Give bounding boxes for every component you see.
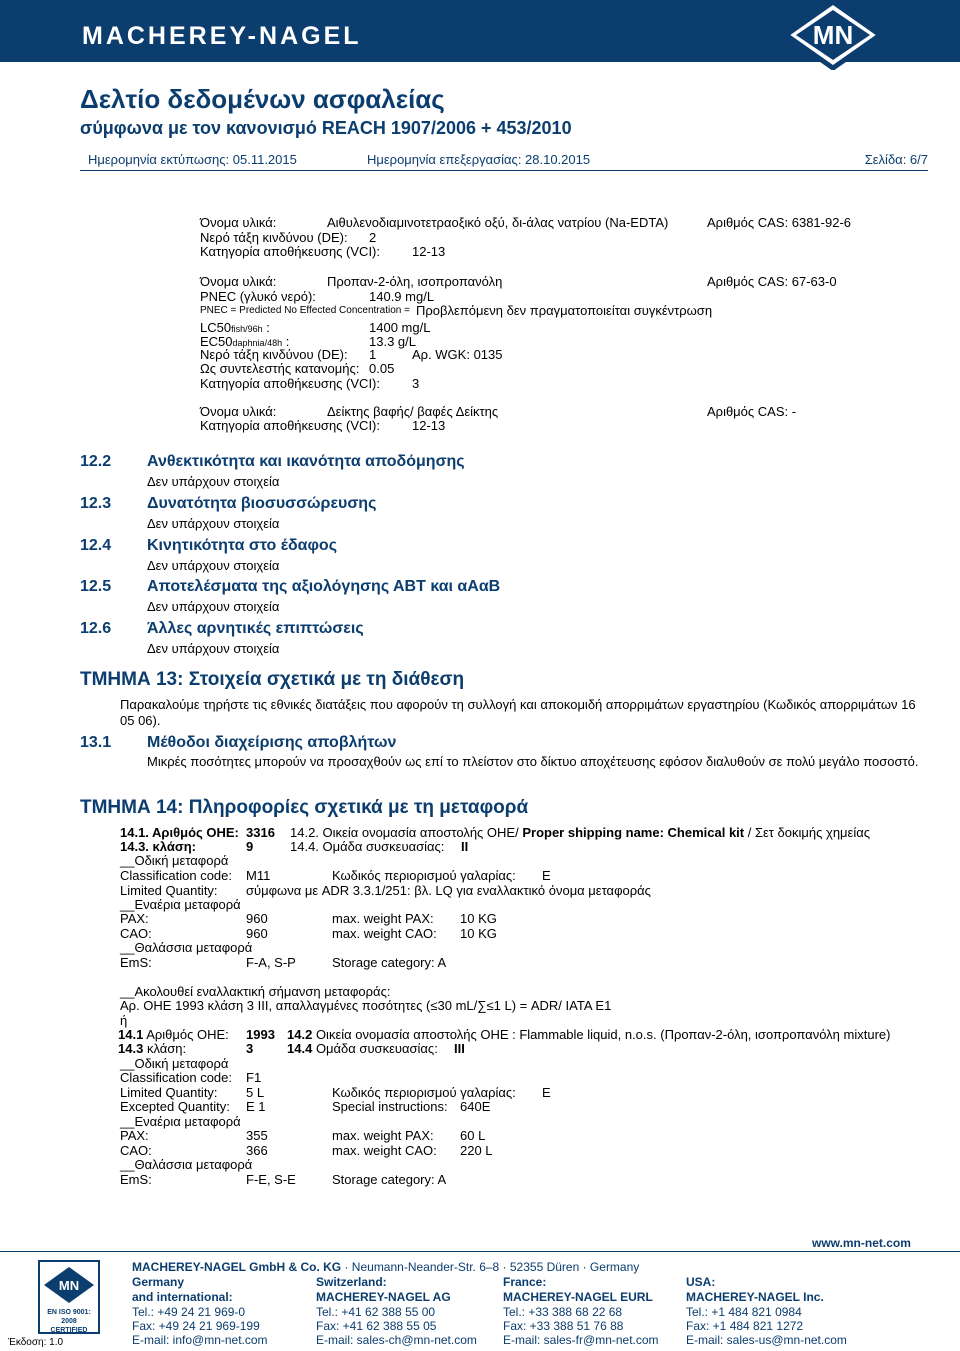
subsection-number: 12.6: [80, 620, 112, 637]
footer-tel: Tel.: +49 24 21 969-0: [132, 1305, 246, 1319]
storage-category: Storage category: A: [332, 955, 447, 970]
un-number-label: 14.1. Αριθμός ΟΗΕ:: [120, 825, 239, 840]
alt-class-row: 14.3 κλάση:: [118, 1041, 187, 1056]
footer-email[interactable]: E-mail: sales-us@mn-net.com: [686, 1333, 847, 1347]
ems-value: F-A, S-P: [246, 955, 296, 970]
subsection-title: Άλλες αρνητικές επιπτώσεις: [147, 620, 364, 637]
sea-transport: __Θαλάσσια μεταφορά: [120, 940, 253, 955]
section-13-title: ΤΜΗΜΑ 13: Στοιχεία σχετικά με τη διάθεση: [80, 669, 465, 690]
s3-name: Δείκτης βαφής/ βαφές Δείκτης: [327, 404, 499, 419]
alt-shipping-name: 14.2 Οικεία ονομασία αποστολής ΟΗΕ : Flammable liquid, n.o.s. (Προπαν-2-όλη, ισοπροπανόλη mixture): [287, 1027, 891, 1042]
alt-lq-label: Limited Quantity:: [120, 1085, 218, 1100]
alt-cao-weight: 220 L: [460, 1143, 493, 1158]
s3-name-label: Όνομα υλικά:: [200, 404, 277, 419]
s2-name: Προπαν-2-όλη, ισοπροπανόλη: [327, 274, 503, 289]
ems-label: EmS:: [120, 955, 152, 970]
subsection-number: 13.1: [80, 734, 112, 751]
cao-weight-label: max. weight CAO:: [332, 926, 437, 941]
dates-row: [80, 152, 928, 170]
s2-lc50: LC50fish/96h :: [200, 320, 270, 335]
s2-water-label: Νερό τάξη κινδύνου (DE):: [200, 347, 348, 362]
alt-marking: __Ακολουθεί εναλλακτική σήμανση μεταφοράς:: [120, 984, 391, 999]
footer-email[interactable]: E-mail: sales-ch@mn-net.com: [316, 1333, 477, 1347]
footer-col-subheading: MACHEREY-NAGEL AG: [316, 1290, 451, 1304]
s1-water-label: Νερό τάξη κινδύνου (DE):: [200, 230, 348, 245]
subsection-number: 12.2: [80, 453, 112, 470]
limited-quantity: σύμφωνα με ADR 3.3.1/251: βλ. LQ για εναλλακτικό όνομα μεταφοράς: [246, 883, 651, 898]
cert-text: EN ISO 9001: 2008 CERTIFIED: [47, 1309, 91, 1334]
website-link[interactable]: www.mn-net.com: [812, 1236, 911, 1250]
cao-label: CAO:: [120, 926, 152, 941]
header-divider: [80, 170, 928, 171]
s2-pnec-def: PNEC = Predicted No Effected Concentration =: [200, 305, 410, 316]
footer-col-subheading: and international:: [132, 1290, 233, 1304]
footer-divider: [0, 1251, 960, 1252]
packing-group-label: 14.4. Ομάδα συσκευασίας:: [290, 839, 445, 854]
footer-email[interactable]: E-mail: info@mn-net.com: [132, 1333, 268, 1347]
cao-value: 960: [246, 926, 268, 941]
footer-col-subheading: MACHEREY-NAGEL Inc.: [686, 1290, 824, 1304]
s2-ec50-value: 13.3 g/L: [369, 334, 416, 349]
un-number: 3316: [246, 825, 275, 840]
alt-storage-category: Storage category: A: [332, 1172, 447, 1187]
s2-cas: Αριθμός CAS: 67-63-0: [707, 274, 837, 289]
alt-pax-weight: 60 L: [460, 1128, 486, 1143]
s2-storage: 3: [412, 376, 420, 391]
alt-tunnel-label: Κωδικός περιορισμού γαλαρίας:: [332, 1085, 516, 1100]
shipping-name: 14.2. Οικεία ονομασία αποστολής ΟΗΕ/ Proper shipping name: Chemical kit / Σετ δοκιμής χημείας: [290, 825, 871, 840]
footer-tel: Tel.: +1 484 821 0984: [686, 1305, 802, 1319]
alt-marking-text: Αρ. ΟΗΕ 1993 κλάση 3 III, απαλλαγμένες ποσότητες (≤30 mL/∑≤1 L) = ADR/ IATA E1: [120, 998, 612, 1013]
s2-wgk: Αρ. WGK: 0135: [412, 347, 503, 362]
footer-col-heading: Germany: [132, 1275, 185, 1289]
alt-ems: F-E, S-E: [246, 1172, 296, 1187]
alt-special-label: Special instructions:: [332, 1099, 448, 1114]
alt-or: ή: [120, 1013, 128, 1028]
alt-pax-label: PAX:: [120, 1128, 149, 1143]
alt-eq: E 1: [246, 1099, 266, 1114]
section-14-title: ΤΜΗΜΑ 14: Πληροφορίες σχετικά με τη μεταφορά: [80, 797, 529, 818]
alt-lq: 5 L: [246, 1085, 265, 1100]
cao-weight: 10 KG: [460, 926, 497, 941]
page-subtitle: σύμφωνα με τον κανονισμό REACH 1907/2006 + 453/2010: [80, 118, 572, 138]
svg-text:MN: MN: [58, 1278, 80, 1293]
pax-weight-label: max. weight PAX:: [332, 911, 434, 926]
s1-water: 2: [369, 230, 377, 245]
s2-name-label: Όνομα υλικά:: [200, 274, 277, 289]
alt-cao: 366: [246, 1143, 268, 1158]
alt-packing-group-row: 14.4 Ομάδα συσκευασίας:: [287, 1041, 438, 1056]
air-transport: __Εναέρια μεταφορά: [120, 897, 241, 912]
s2-storage-label: Κατηγορία αποθήκευσης (VCI):: [200, 376, 381, 391]
s2-partition-label: Ως συντελεστής κατανομής:: [200, 361, 360, 376]
footer-fax: Fax: +49 24 21 969-199: [132, 1319, 260, 1333]
alt-pax-weight-label: max. weight PAX:: [332, 1128, 434, 1143]
alt-eq-label: Excepted Quantity:: [120, 1099, 230, 1114]
road-transport: __Οδική μεταφορά: [120, 853, 229, 868]
svg-text:MN: MN: [812, 20, 854, 50]
alt-special: 640E: [460, 1099, 491, 1114]
s2-pnec-label: PNEC (γλυκό νερό):: [200, 289, 316, 304]
s1-cas: Αριθμός CAS: 6381-92-6: [707, 215, 852, 230]
footer-col-heading: France:: [503, 1275, 547, 1289]
packing-group: II: [461, 839, 469, 854]
class-value: 9: [246, 839, 254, 854]
section-13-1-text: Μικρές ποσότητες μπορούν να προσαχθούν ως επί το πλείστον στο δίκτυο αποχέτευσης εφόσον διαλυθούν σε πολύ μεγάλο ποσοστό.: [147, 754, 919, 769]
alt-cao-weight-label: max. weight CAO:: [332, 1143, 437, 1158]
alt-class: 3: [246, 1041, 254, 1056]
subsection-title: Κινητικότητα στο έδαφος: [147, 537, 338, 554]
tunnel-label: Κωδικός περιορισμού γαλαρίας:: [332, 868, 516, 883]
subsection-text: Δεν υπάρχουν στοιχεία: [147, 516, 280, 531]
iso-cert-badge: [38, 1260, 100, 1334]
footer-col-subheading: MACHEREY-NAGEL EURL: [503, 1290, 653, 1304]
alt-ems-label: EmS:: [120, 1172, 152, 1187]
subsection-number: 12.5: [80, 578, 112, 595]
subsection-number: 12.3: [80, 495, 112, 512]
class-code: M11: [246, 868, 271, 883]
company-line: MACHEREY-NAGEL GmbH & Co. KG · Neumann-Neander-Str. 6–8 · 52355 Düren · Germany: [132, 1260, 640, 1274]
alt-sea-transport: __Θαλάσσια μεταφορά: [120, 1157, 253, 1172]
s3-storage: 12-13: [412, 418, 446, 433]
mn-logo-icon: [782, 0, 884, 70]
print-date: Ημερομηνία εκτύπωσης: 05.11.2015: [88, 152, 297, 167]
mn-cert-logo-icon: [40, 1265, 98, 1305]
s1-storage-label: Κατηγορία αποθήκευσης (VCI):: [200, 244, 381, 259]
pax-label: PAX:: [120, 911, 149, 926]
version-label: Έκδοση: 1.0: [8, 1337, 64, 1348]
alt-class-code-label: Classification code:: [120, 1070, 232, 1085]
alt-pax: 355: [246, 1128, 268, 1143]
alt-cao-label: CAO:: [120, 1143, 152, 1158]
subsection-text: Δεν υπάρχουν στοιχεία: [147, 474, 280, 489]
alt-un-number: 1993: [246, 1027, 275, 1042]
subsection-number: 12.4: [80, 537, 112, 554]
s1-storage: 12-13: [412, 244, 446, 259]
page-number: Σελίδα: 6/7: [864, 152, 928, 167]
alt-class-code: F1: [246, 1070, 262, 1085]
subsection-title: Μέθοδοι διαχείρισης αποβλήτων: [147, 734, 397, 751]
s2-partition: 0.05: [369, 361, 395, 376]
alt-un-number-row: 14.1 Αριθμός ΟΗΕ:: [118, 1027, 229, 1042]
subsection-text: Δεν υπάρχουν στοιχεία: [147, 599, 280, 614]
alt-tunnel: E: [542, 1085, 551, 1100]
s2-pnec-def-gr: Προβλεπόμενη δεν πραγματοποιείται συγκέντρωση: [416, 303, 713, 318]
subsection-title: Δυνατότητα βιοσυσσώρευσης: [147, 495, 377, 512]
subsection-text: Δεν υπάρχουν στοιχεία: [147, 558, 280, 573]
s2-pnec: 140.9 mg/L: [369, 289, 435, 304]
brand-name: MACHEREY-NAGEL: [82, 22, 362, 50]
footer-col-heading: Switzerland:: [316, 1275, 387, 1289]
class-code-label: Classification code:: [120, 868, 232, 883]
limited-quantity-label: Limited Quantity:: [120, 883, 218, 898]
class-label: 14.3. κλάση:: [120, 839, 197, 854]
s3-cas: Αριθμός CAS: -: [707, 404, 797, 419]
footer-col-heading: USA:: [686, 1275, 716, 1289]
footer-fax: Fax: +33 388 51 76 88: [503, 1319, 624, 1333]
edit-date: Ημερομηνία επεξεργασίας: 28.10.2015: [367, 152, 591, 167]
s1-name-label: Όνομα υλικά:: [200, 215, 277, 230]
subsection-text: Δεν υπάρχουν στοιχεία: [147, 641, 280, 656]
footer-email[interactable]: E-mail: sales-fr@mn-net.com: [503, 1333, 659, 1347]
s2-water: 1: [369, 347, 377, 362]
alt-road-transport: __Οδική μεταφορά: [120, 1056, 229, 1071]
alt-packing-group: III: [454, 1041, 465, 1056]
tunnel-code: E: [542, 868, 551, 883]
subsection-title: Ανθεκτικότητα και ικανότητα αποδόμησης: [147, 453, 465, 470]
s2-lc50-value: 1400 mg/L: [369, 320, 431, 335]
pax-weight: 10 KG: [460, 911, 497, 926]
pax-value: 960: [246, 911, 268, 926]
s2-ec50: EC50daphnia/48h :: [200, 334, 290, 349]
s1-name: Αιθυλενοδιαμινοτετραοξικό οξύ, δι-άλας νατρίου (Na-EDTA): [327, 215, 669, 230]
page-title: Δελτίο δεδομένων ασφαλείας: [80, 84, 445, 114]
footer-fax: Fax: +41 62 388 55 05: [316, 1319, 437, 1333]
footer-fax: Fax: +1 484 821 1272: [686, 1319, 804, 1333]
s3-storage-label: Κατηγορία αποθήκευσης (VCI):: [200, 418, 381, 433]
subsection-title: Αποτελέσματα της αξιολόγησης ΑΒΤ και αΑαΒ: [147, 578, 501, 595]
footer-tel: Tel.: +33 388 68 22 68: [503, 1305, 623, 1319]
footer-tel: Tel.: +41 62 388 55 00: [316, 1305, 436, 1319]
section-13-text: Παρακαλούμε τηρήστε τις εθνικές διατάξεις που αφορούν τη συλλογή και αποκομιδή απορριμάτων εργαστηρίου (Κωδικός απορριμάτων 16 05 06).: [120, 697, 916, 728]
alt-air-transport: __Εναέρια μεταφορά: [120, 1114, 241, 1129]
